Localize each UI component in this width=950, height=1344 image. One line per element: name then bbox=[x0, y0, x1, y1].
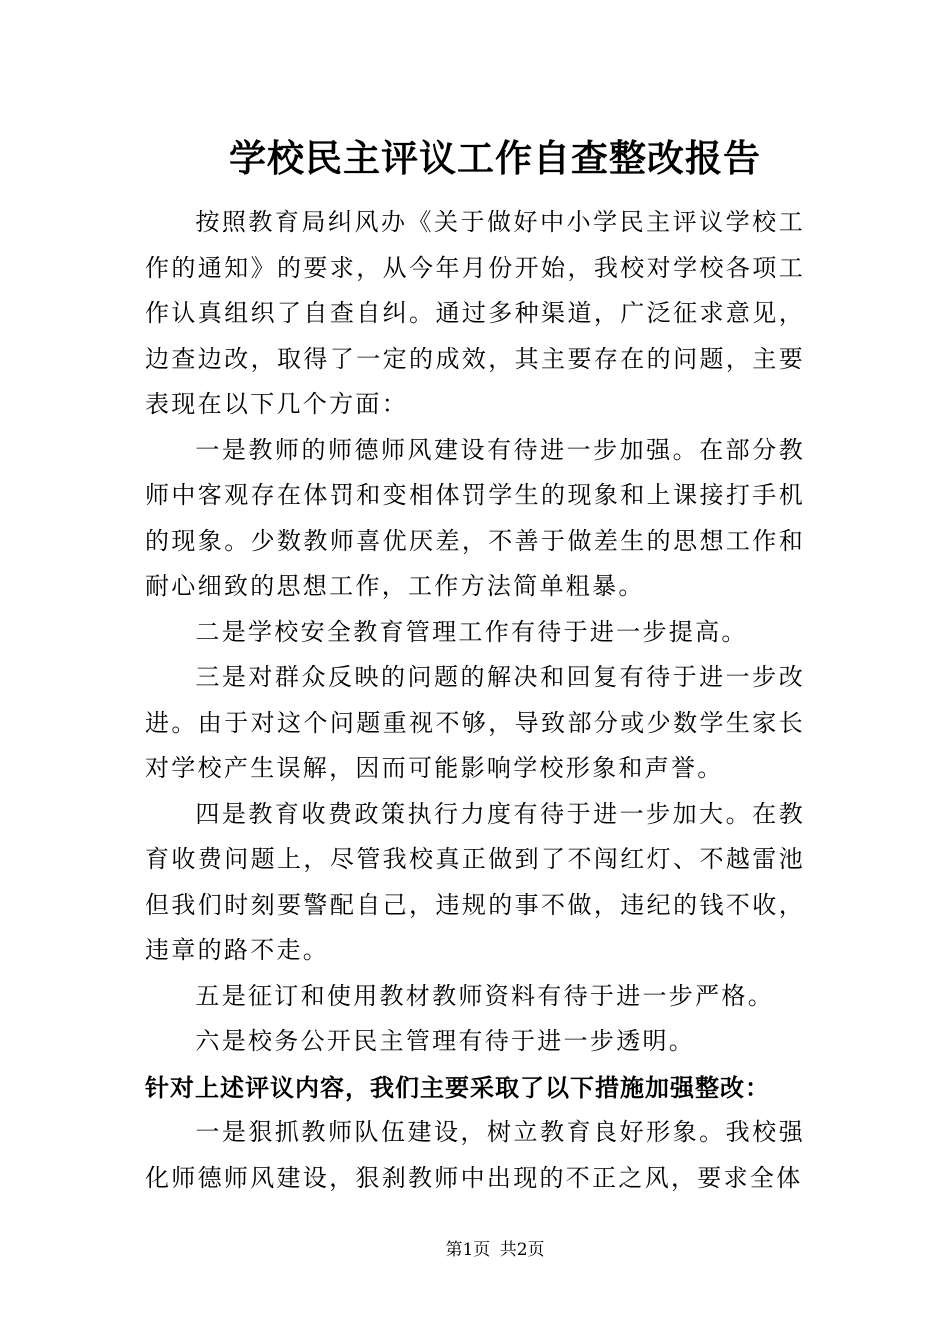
page-footer bbox=[0, 1238, 950, 1262]
paragraph-measure-1: 一是狠抓教师队伍建设，树立教育良好形象。我校强化师德师风建设，狠刹教师中出现的不正之风，要求全体 bbox=[145, 1118, 805, 1192]
paragraph-issue-1: 一是教师的师德师风建设有待进一步加强。在部分教师中客观存在体罚和变相体罚学生的现象和上课接打手机的现象。少数教师喜优厌差，不善于做差生的思想工作和耐心细致的思想工作，工作方法简单粗暴。 bbox=[145, 435, 805, 600]
section-heading-measures: 针对上述评议内容，我们主要采取了以下措施加强整改： bbox=[145, 1072, 770, 1102]
paragraph-issue-4: 四是教育收费政策执行力度有待于进一步加大。在教育收费问题上，尽管我校真正做到了不闯红灯、不越雷池但我们时刻要警配自己，违规的事不做，违纪的钱不收，违章的路不走。 bbox=[145, 799, 805, 964]
document-body bbox=[145, 200, 805, 1201]
paragraph-intro: 按照教育局纠风办《关于做好中小学民主评议学校工作的通知》的要求，从今年月份开始，我校对学校各项工作认真组织了自查自纠。通过多种渠道，广泛征求意见，边查边改，取得了一定的成效，其主要存在的问题，主要表现在以下几个方面： bbox=[145, 208, 805, 418]
page-total: 共2页 bbox=[499, 1240, 545, 1260]
document-title: 学校民主评议工作自查整改报告 bbox=[229, 136, 761, 180]
page-number: 第1页 bbox=[445, 1240, 491, 1260]
paragraph-issue-5: 五是征订和使用教材教师资料有待于进一步严格。 bbox=[195, 981, 774, 1010]
paragraph-issue-6: 六是校务公开民主管理有待于进一步透明。 bbox=[195, 1027, 696, 1055]
paragraph-issue-2: 二是学校安全教育管理工作有待于进一步提高。 bbox=[195, 617, 748, 646]
paragraph-issue-3: 三是对群众反映的问题的解决和回复有待于进一步改进。由于对这个问题重视不够，导致部分或少数学生家长对学校产生误解，因而可能影响学校形象和声誉。 bbox=[145, 663, 805, 782]
